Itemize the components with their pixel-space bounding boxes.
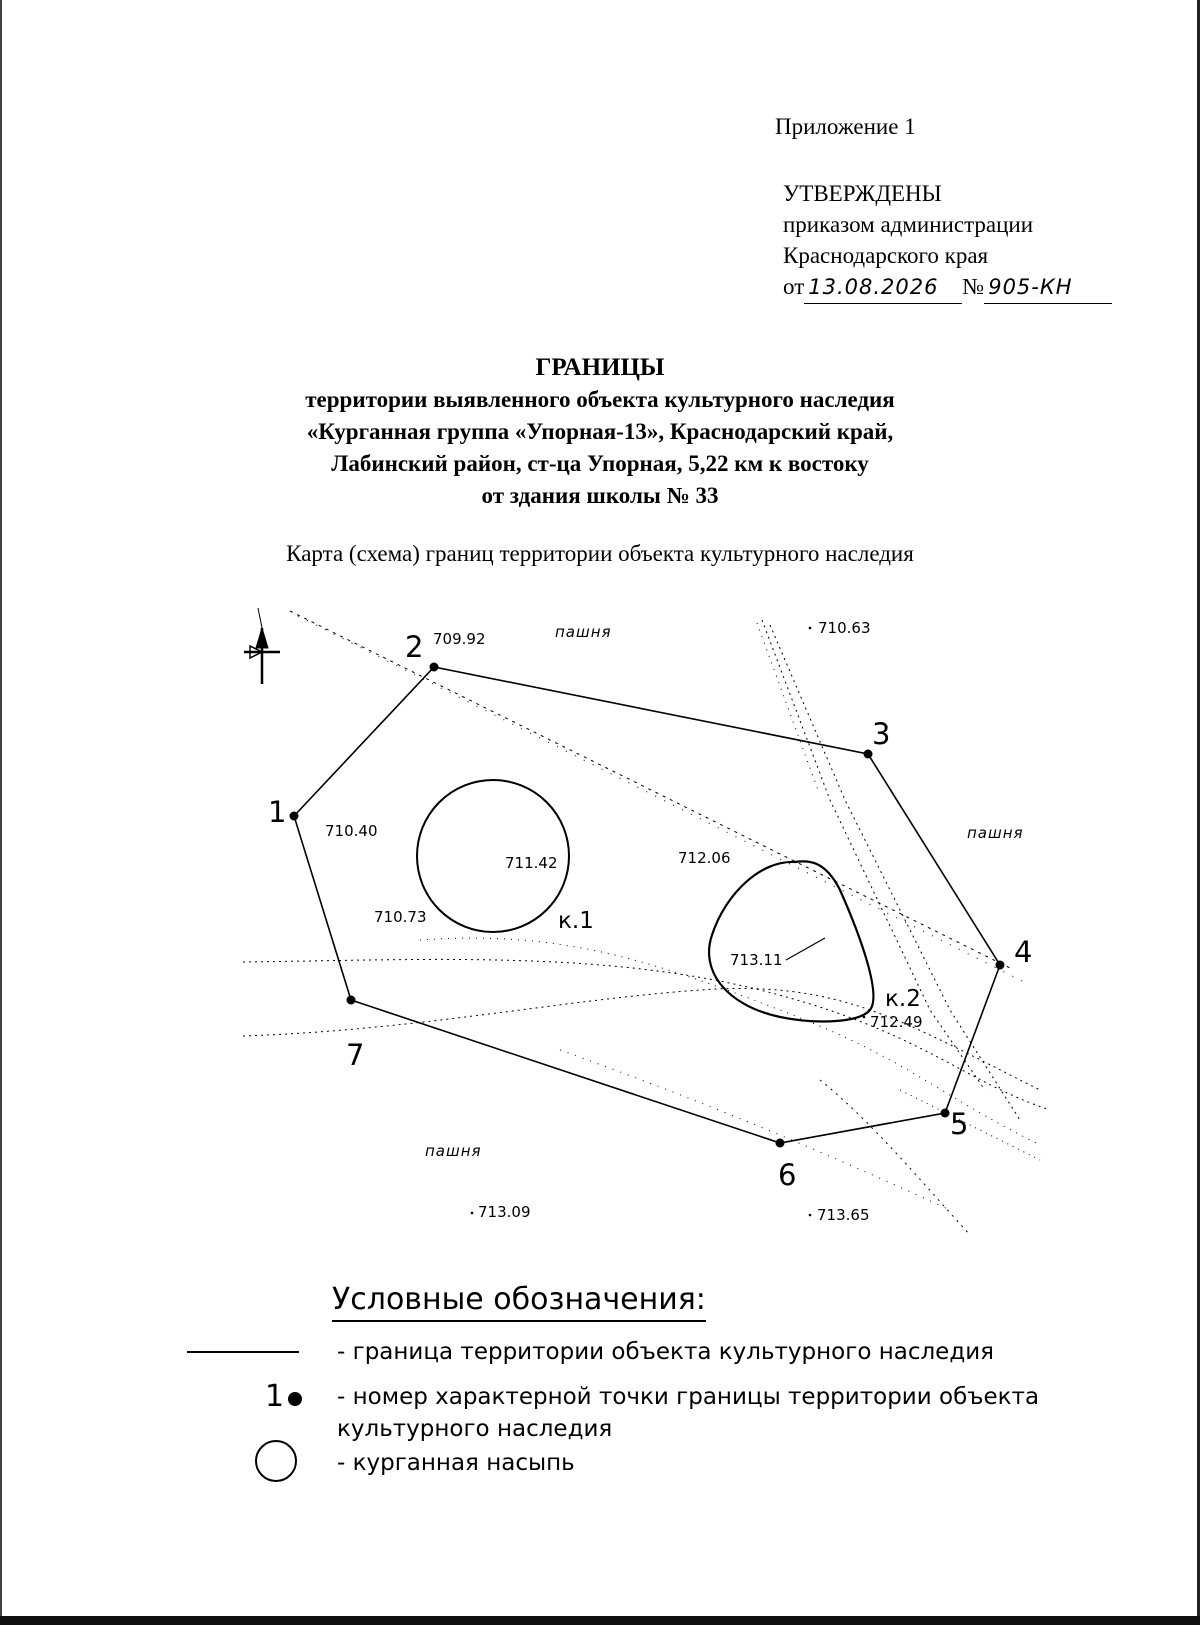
north-arrow-icon (244, 608, 280, 684)
elevation-709-92: 709.92 (433, 630, 486, 648)
point-3-marker (864, 750, 873, 759)
elevation-713-11: 713.11 (730, 951, 783, 969)
order-line: приказом администрации (783, 212, 1034, 237)
land-label-arable-2: пашня (967, 824, 1024, 842)
title-line-4: от здания школы № 33 (481, 483, 719, 508)
elevation-711-42: 711.42 (505, 854, 558, 872)
legend-point-text-1: - номер характерной точки границы территории объекта (337, 1384, 1040, 1410)
map-caption: Карта (схема) границ территории объекта культурного наследия (286, 541, 914, 566)
date-number-line (783, 271, 1112, 304)
legend-title: Условные обозначения: (332, 1282, 706, 1322)
legend-boundary-text: - граница территории объекта культурного наследия (337, 1339, 995, 1365)
elevation-dot (809, 1214, 812, 1217)
elevation-710-73: 710.73 (374, 908, 427, 926)
document-title (150, 352, 1050, 512)
field-tracks (243, 611, 1050, 1235)
point-3-label: 3 (872, 717, 891, 751)
point-4-marker (996, 961, 1005, 970)
scan-edge-bottom (0, 1616, 1200, 1625)
mound-1-outline (417, 780, 569, 932)
legend-point-text-2: культурного наследия (337, 1416, 613, 1442)
title-line-3: Лабинский район, ст-ца Упорная, 5,22 км к востоку (331, 451, 869, 476)
elevation-dot (471, 1212, 474, 1215)
point-2-marker (430, 663, 439, 672)
point-7-label: 7 (346, 1038, 365, 1072)
title-heading: ГРАНИЦЫ (535, 354, 665, 381)
region-line: Краснодарского края (783, 243, 989, 268)
legend-point-dot-icon (288, 1392, 302, 1406)
mound-2-outline (709, 861, 873, 1021)
point-6-label: 6 (778, 1158, 797, 1192)
point-2-label: 2 (405, 630, 424, 664)
boundary-points (290, 663, 1005, 1148)
elevation-dot (809, 627, 812, 630)
legend-boundary-symbol (187, 1351, 299, 1353)
point-5-label: 5 (950, 1107, 969, 1141)
scan-edge-left (0, 0, 2, 1625)
territory-boundary (294, 667, 1000, 1143)
mound-2-label: к.2 (885, 986, 921, 1012)
appendix-label: Приложение 1 (775, 114, 916, 139)
date-value: 13.08.2026 (804, 272, 962, 304)
land-label-arable-3: пашня (425, 1142, 482, 1160)
elevation-713-09: 713.09 (478, 1203, 531, 1221)
elevation-710-40: 710.40 (325, 822, 378, 840)
point-6-marker (776, 1139, 785, 1148)
title-line-2: «Курганная группа «Упорная-13», Краснодарский край, (306, 419, 894, 444)
point-4-label: 4 (1014, 935, 1033, 969)
point-7-marker (347, 996, 356, 1005)
legend-mound-text: - курганная насыпь (337, 1450, 575, 1476)
legend-mound-circle-icon (255, 1440, 297, 1482)
number-prefix: № (962, 274, 985, 299)
elevation-dot (863, 1016, 866, 1019)
approved-label: УТВЕРЖДЕНЫ (783, 181, 942, 206)
number-value: 905-КН (984, 272, 1112, 304)
elevation-712-49: 712.49 (870, 1013, 923, 1031)
land-label-arable-1: пашня (555, 623, 612, 641)
elevation-710-63: 710.63 (818, 619, 871, 637)
mound-2-leader (786, 938, 825, 960)
point-1-marker (290, 812, 299, 821)
elevation-713-65: 713.65 (817, 1206, 870, 1224)
point-1-label: 1 (268, 795, 287, 829)
date-prefix: от (783, 274, 805, 299)
title-line-1: территории выявленного объекта культурного наследия (305, 387, 895, 412)
approval-block (783, 178, 1112, 304)
mound-1-label: к.1 (558, 908, 594, 934)
point-5-marker (941, 1109, 950, 1118)
legend-point-number: 1 (265, 1379, 285, 1414)
elevation-712-06: 712.06 (678, 849, 731, 867)
